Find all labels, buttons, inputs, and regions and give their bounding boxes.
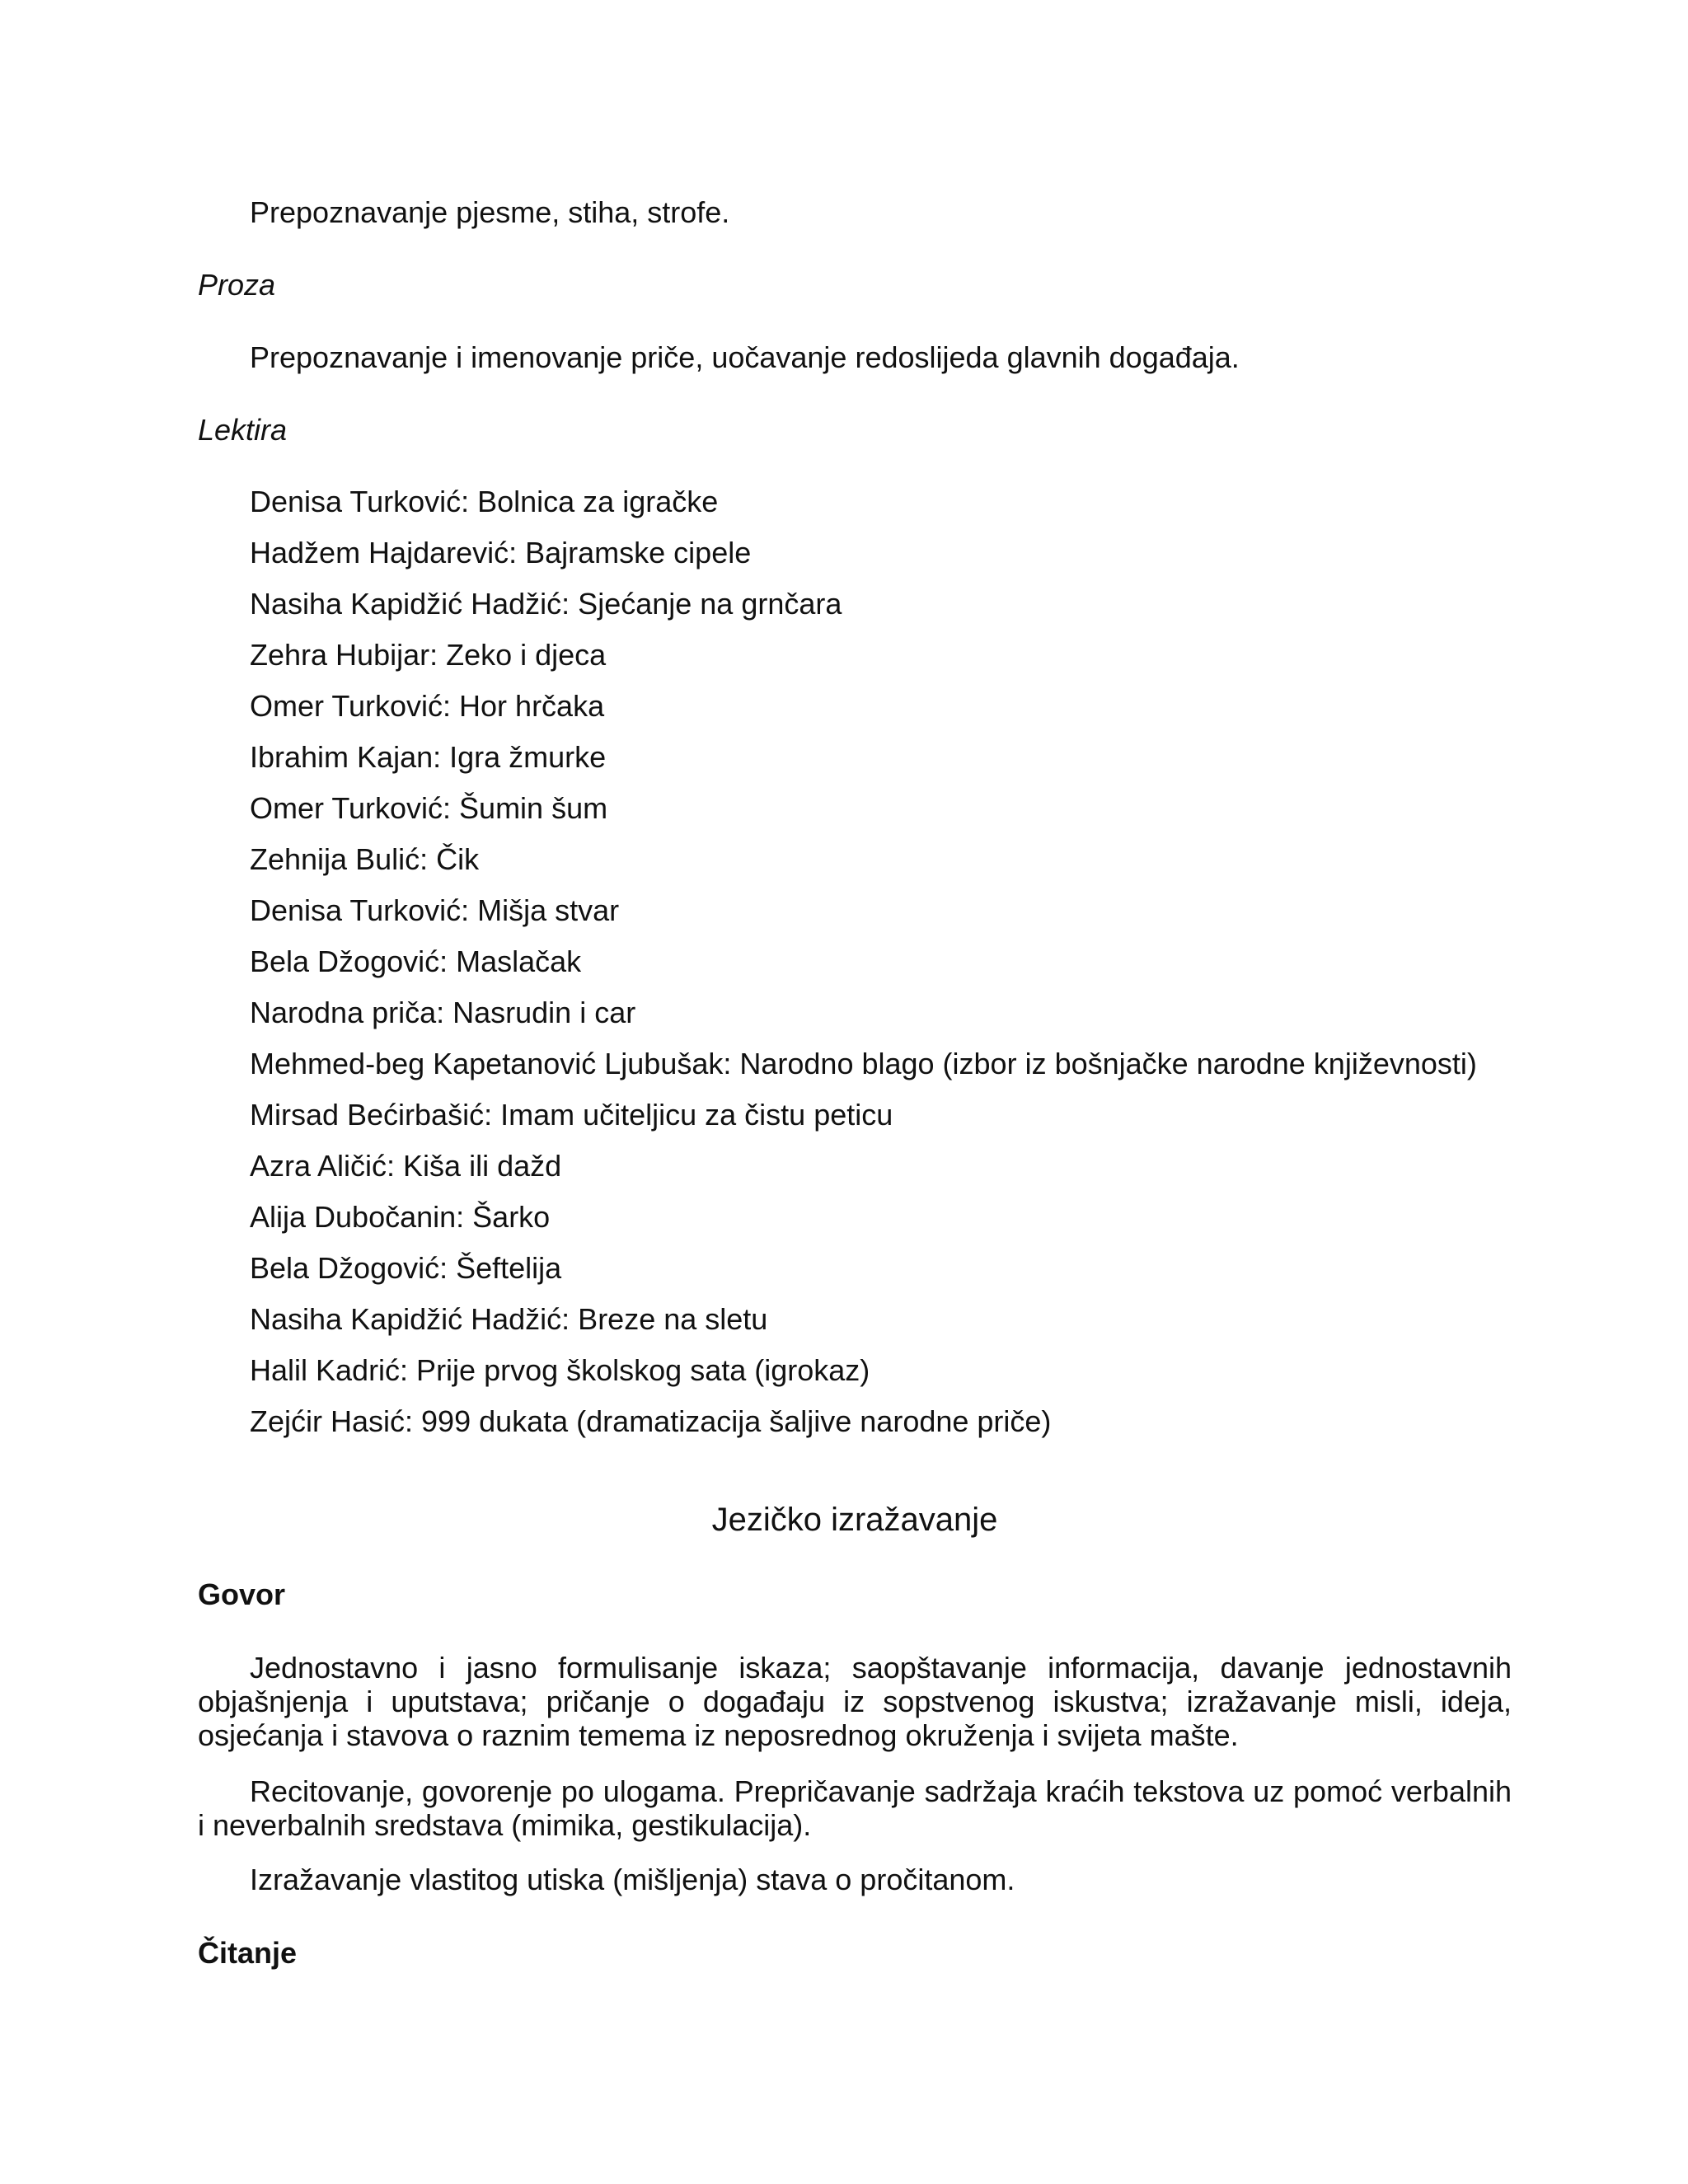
list-item: Halil Kadrić: Prije prvog školskog sata (igrokaz) [250,1353,870,1387]
section-title-jezicko-izrazavanje: Jezičko izražavanje [711,1502,998,1538]
list-item: Ibrahim Kajan: Igra žmurke [250,740,607,774]
citanje-heading: Čitanje [198,1936,298,1970]
poezija-text: Prepoznavanje pjesme, stiha, strofe. [250,195,730,229]
list-item: Denisa Turković: Bolnica za igračke [250,485,719,518]
lektira-heading: Lektira [198,413,288,447]
list-item: Nasiha Kapidžić Hadžić: Sjećanje na grnčara [250,587,842,621]
list-item: Azra Aličić: Kiša ili dažd [250,1149,562,1183]
govor-heading: Govor [198,1577,286,1611]
list-item: Bela Džogović: Šeftelija [250,1251,562,1285]
govor-paragraph: Recitovanje, govorenje po ulogama. Prepričavanje sadržaja kraćih tekstova uz pomoć verbalnih i neverbalnih sredstava (mimika, gestikulacija). [198,1774,1512,1842]
list-item: Narodna priča: Nasrudin i car [250,996,636,1029]
list-item: Omer Turković: Hor hrčaka [250,689,605,723]
list-item: Bela Džogović: Maslačak [250,944,582,978]
list-item: Alija Dubočanin: Šarko [250,1200,551,1234]
list-item: Zehra Hubijar: Zeko i djeca [250,638,607,672]
proza-heading: Proza [198,268,276,302]
list-item: Zejćir Hasić: 999 dukata (dramatizacija šaljive narodne priče) [250,1404,1052,1438]
list-item: Omer Turković: Šumin šum [250,791,608,825]
list-item: Hadžem Hajdarević: Bajramske cipele [250,536,752,569]
govor-paragraph: Izražavanje vlastitog utiska (mišljenja) stava o pročitanom. [250,1863,1015,1896]
govor-paragraph: Jednostavno i jasno formulisanje iskaza; saopštavanje informacija, davanje jednostavnih objašnjenja i uputstava; pričanje o događaju iz sopstvenog iskustva; izražavanje misli, ideja, osjećanja i stavova o raznim temema iz neposrednog okruženja i svijeta mašte. [198,1651,1512,1752]
list-item: Mirsad Bećirbašić: Imam učiteljicu za čistu peticu [250,1098,893,1132]
lektira-list [250,485,1477,1455]
proza-text: Prepoznavanje i imenovanje priče, uočavanje redoslijeda glavnih događaja. [250,340,1240,374]
list-item: Mehmed-beg Kapetanović Ljubušak: Narodno blago (izbor iz bošnjačke narodne književnosti) [250,1047,1477,1080]
list-item: Zehnija Bulić: Čik [250,842,480,876]
list-item: Nasiha Kapidžić Hadžić: Breze na sletu [250,1302,768,1336]
list-item: Denisa Turković: Mišja stvar [250,893,620,927]
